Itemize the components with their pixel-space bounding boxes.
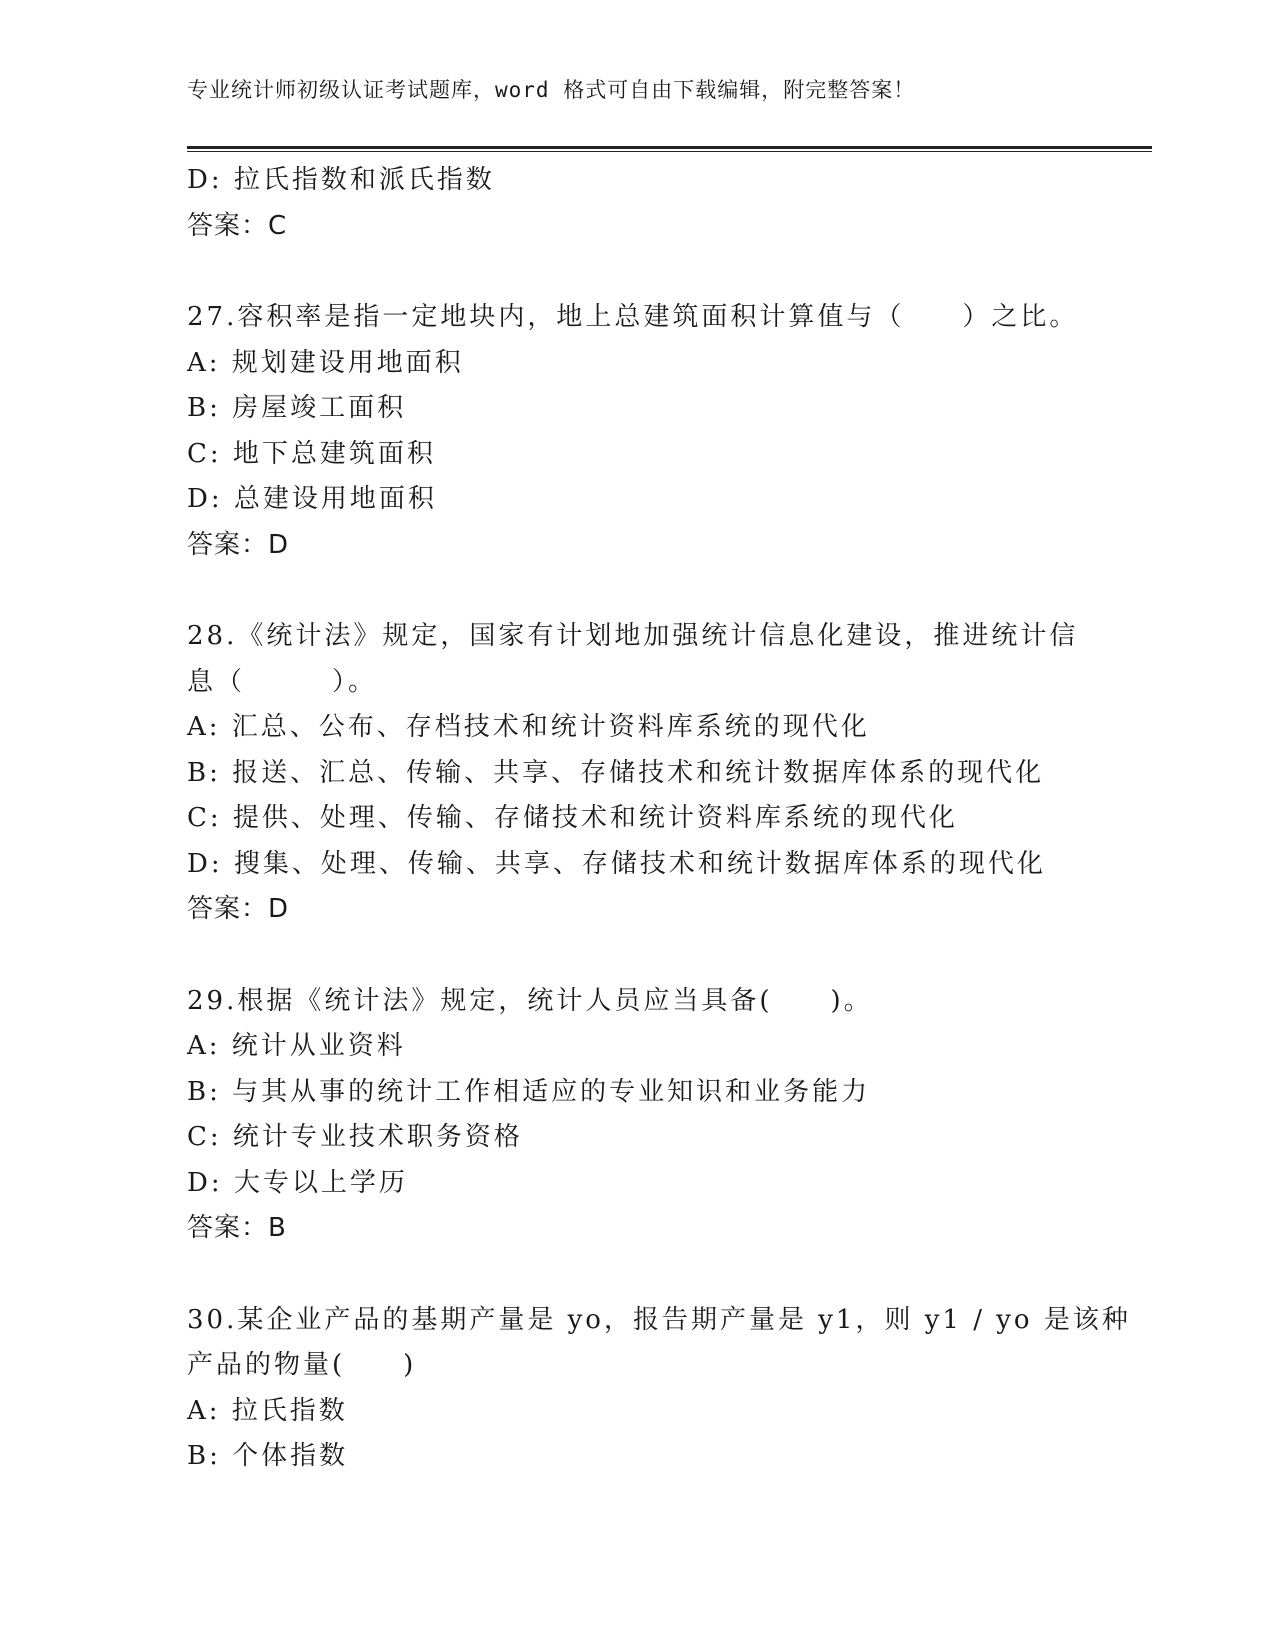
option-d: D: 搜集、处理、传输、共享、存储技术和统计数据库体系的现代化: [187, 848, 1046, 879]
option-b: B: 房屋竣工面积: [187, 393, 407, 423]
question-stem: 29.根据《统计法》规定，统计人员应当具备( )。: [187, 985, 873, 1016]
option-c: C: 地下总建筑面积: [187, 438, 436, 469]
spacer: [187, 568, 1087, 614]
option-a: A: 统计从业资料: [187, 1031, 406, 1061]
question-list: [187, 158, 1131, 1480]
option-b: B: 个体指数: [187, 1441, 349, 1471]
header-rule-thin: [187, 151, 1152, 152]
spacer: [187, 1252, 1087, 1298]
answer-line: 答案：C: [187, 210, 288, 241]
question-29: [187, 979, 1087, 1252]
question-stem: 30.某企业产品的基期产量是 yo，报告期产量是 y1，则 y1 / yo 是该种: [187, 1304, 1131, 1335]
spacer: [187, 933, 1087, 979]
question-26-tail: [187, 158, 1087, 249]
answer-line: 答案：D: [187, 894, 290, 924]
question-stem: 28.《统计法》规定，国家有计划地加强统计信息化建设，推进统计信: [187, 621, 1079, 651]
option-c: C: 统计专业技术职务资格: [187, 1122, 523, 1152]
option-d: D: 大专以上学历: [187, 1167, 408, 1198]
option-d: D: 总建设用地面积: [187, 484, 437, 514]
question-stem: 27.容积率是指一定地块内，地上总建筑面积计算值与（ ）之比。: [187, 302, 1079, 332]
option-d: D: 拉氏指数和派氏指数: [187, 165, 495, 195]
answer-line: 答案：B: [187, 1213, 287, 1243]
option-a: A: 拉氏指数: [187, 1395, 348, 1426]
question-stem-continued: 息（ ）。: [187, 666, 378, 697]
question-stem-continued: 产品的物量( ): [187, 1350, 417, 1380]
option-b: B: 与其从事的统计工作相适应的专业知识和业务能力: [187, 1076, 871, 1107]
option-a: A: 规划建设用地面积: [187, 347, 464, 378]
header-rule-thick: [187, 146, 1152, 149]
answer-line: 答案：D: [187, 529, 290, 560]
option-c: C: 提供、处理、传输、存储技术和统计资料库系统的现代化: [187, 803, 958, 833]
question-30: [187, 1298, 1131, 1480]
page-header: 专业统计师初级认证考试题库，word 格式可自由下载编辑，附完整答案！: [187, 78, 916, 102]
question-27: [187, 295, 1087, 568]
question-28: [187, 614, 1087, 933]
option-b: B: 报送、汇总、传输、共享、存储技术和统计数据库体系的现代化: [187, 757, 1045, 788]
spacer: [187, 249, 1087, 295]
option-a: A: 汇总、公布、存档技术和统计资料库系统的现代化: [187, 712, 870, 742]
